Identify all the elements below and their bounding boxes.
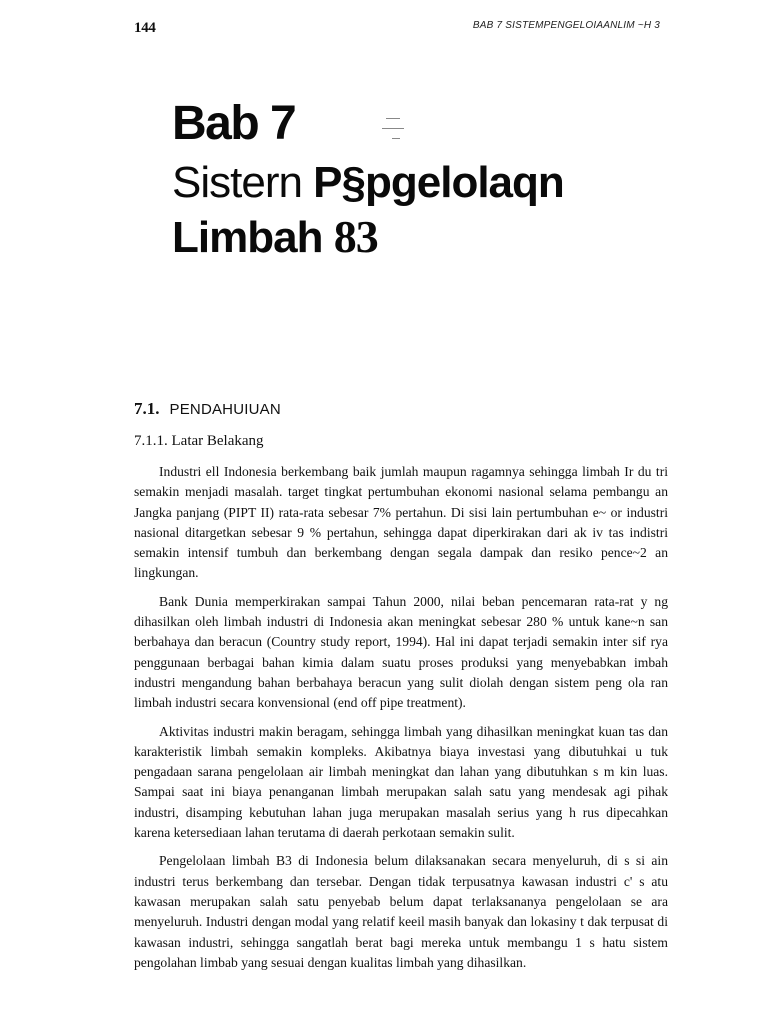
paragraph: Bank Dunia memperkirakan sampai Tahun 2000, nilai beban pencemaran rata-rat y ng dihasilkan oleh limbah industri di Indonesia akan meningkat sebesar 280 % untuk kane~n san berbahaya dan beracun (Country study report, 1994). Hal ini dapat terjadi semakin inter sif rya penggunaan berbagai bahan kimia dalam suatu proses produksi yang menyebabkan imbah industri mengandung bahan berbahaya beracun yang sulit diolah dengan sistem peng ola ran limbah industri secara konvensional (end off pipe treatment).	[134, 593, 668, 711]
body-text	[134, 462, 668, 981]
scan-speck	[392, 138, 400, 139]
chapter-title-number: 83	[333, 211, 378, 262]
chapter-title-line-2	[172, 210, 564, 265]
scan-speck	[386, 118, 400, 119]
scan-speck	[382, 128, 404, 129]
section-heading	[134, 399, 281, 419]
section-number: 7.1.	[134, 399, 160, 418]
chapter-title-line-1	[172, 156, 564, 210]
paragraph: Industri ell Indonesia berkembang baik jumlah maupun ragamnya sehingga limbah Ir du tri semakin menjadi masalah. target tingkat pertumbuhan ekonomi nasional selama pembangu an Jangka panjang (PIPT II) rata-rata sebesar 7% pertahun. Di sisi lain pertumbuhan e~ or industri nasional ditargetkan sebesar 9 % pertahun, sehingga dapat diperkirakan dari ak iv tas indistri semakin intensif tumbuh dan berkembang dengan segala dampak dan resiko pence~2 an lingkungan.	[134, 464, 668, 581]
chapter-title-word: Limbah	[172, 213, 334, 262]
subsection-heading: 7.1.1. Latar Belakang	[134, 433, 264, 449]
page-number: 144	[134, 20, 156, 36]
paragraph: Aktivitas industri makin beragam, sehingga limbah yang dihasilkan meningkat kuan tas dan karakteristik limbah semakin kompleks. Akibatnya biaya investasi yang dibutuhkai u tuk pengadaan sarana pengelolaan air limbah meningkat dan lahan yang dibutuhkan s m kin luas. Sampai saat ini biaya penanganan limbah merupakan salah satu yang mendesak agi pihak industri, disamping kebutuhan lahan juga merupakan masalah serius yang h rus dipecahkan karena ketersediaan lahan terutama di daerah perkotaan semakin sulit.	[134, 723, 668, 841]
chapter-heading	[172, 92, 564, 265]
chapter-label: Bab 7	[172, 97, 296, 150]
chapter-title-word: Sistern	[172, 158, 314, 207]
chapter-title-word: P§pgelolaqn	[313, 158, 564, 207]
running-header: BAB 7 SISTEMPENGELOIAANLIM ~H 3	[472, 20, 660, 31]
section-title: PENDAHUIUAN	[169, 401, 281, 418]
paragraph: Pengelolaan limbah B3 di Indonesia belum dilaksanakan secara menyeluruh, di s si ain industri terus berkembang dan tersebar. Dengan tidak terpusatnya kawasan industri c' s atu kawasan merupakan salah satu penyebab belum dapat terlaksananya pengelolaan se ara menyeluruh. Industri dengan modal yang relatif keeil masih banyak dan lokasiny t dak terpusat di kawasan industri, sehingga sangatlah berat bagi mereka untuk membangu 1 s hatu sistem pengolahan limbab yang sesuai dengan kualitas limbah yang dihasilkan.	[134, 853, 668, 970]
